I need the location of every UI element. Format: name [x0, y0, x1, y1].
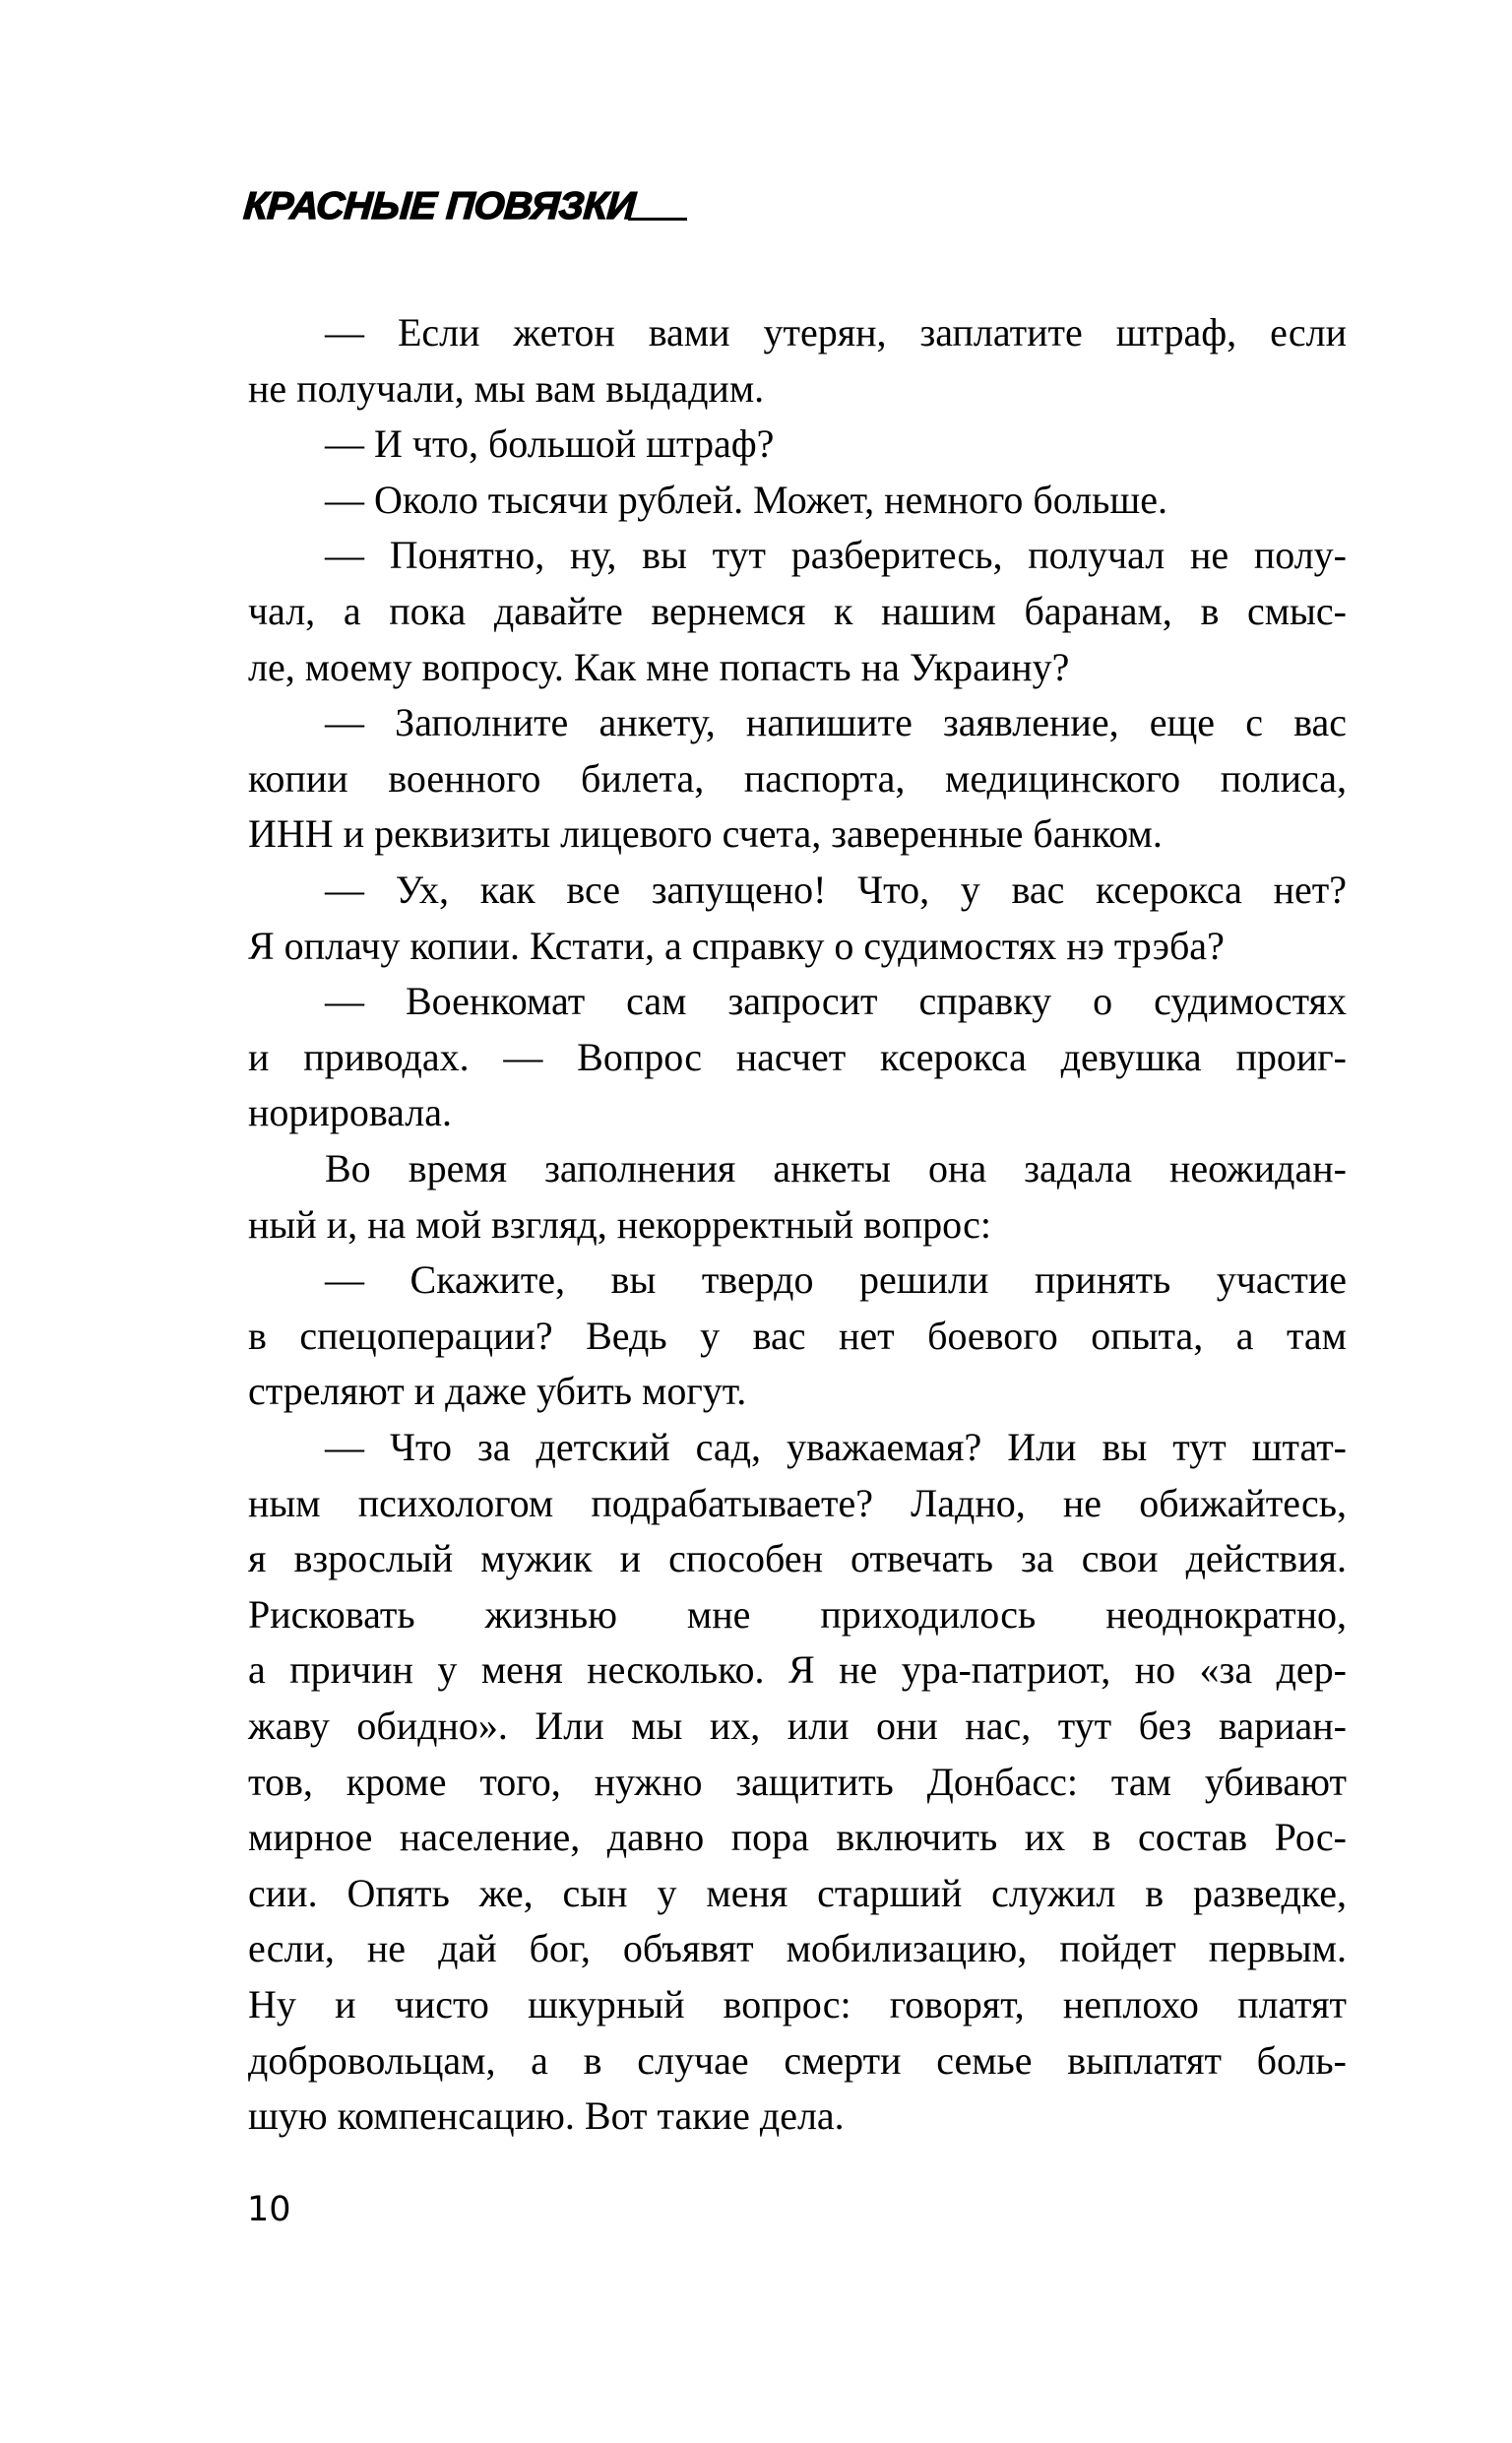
text-line: если, не дай бог, объявят мобилизацию, пойдет первым.	[248, 1926, 1347, 1971]
text-line: стреляют и даже убить могут.	[248, 1369, 747, 1414]
text-line: — Ух, как все запущено! Что, у вас ксерокса нет?	[325, 868, 1347, 912]
text-line: сии. Опять же, сын у меня старший служил в разведке,	[248, 1870, 1347, 1915]
text-line: — Заполните анкету, напишите заявление, еще с вас	[325, 700, 1347, 745]
text-line: жаву обидно». Или мы их, или они нас, тут без вариан-	[248, 1704, 1347, 1748]
running-head	[242, 185, 687, 228]
text-line: ИНН и реквизиты лицевого счета, заверенные банком.	[248, 811, 1163, 857]
text-line: не получали, мы вам выдадим.	[248, 365, 765, 411]
text-line: и приводах. — Вопрос насчет ксерокса девушка проиг-	[248, 1034, 1347, 1079]
text-line: я взрослый мужик и способен отвечать за свои действия.	[248, 1536, 1347, 1581]
page-number: 10	[247, 2190, 291, 2229]
running-head-title: КРАСНЫЕ ПОВЯЗКИ	[242, 185, 637, 227]
text-line: ным психологом подрабатываете? Ладно, не обижайтесь,	[248, 1480, 1347, 1525]
text-line: — Понятно, ну, вы тут разберитесь, получал не полу-	[325, 533, 1347, 578]
text-line: — Военкомат сам запросит справку о судимостях	[325, 979, 1347, 1024]
text-line: — Скажите, вы твердо решили принять участие	[325, 1257, 1347, 1303]
text-line: копии военного билета, паспорта, медицинского полиса,	[248, 755, 1347, 801]
text-line: тов, кроме того, нужно защитить Донбасс: там убивают	[248, 1759, 1347, 1804]
text-line: Я оплачу копии. Кстати, а справку о судимостях нэ трэба?	[248, 923, 1225, 968]
text-line: ный и, на мой взгляд, некорректный вопрос:	[248, 1201, 992, 1247]
text-line: — Около тысячи рублей. Может, немного больше.	[325, 477, 1167, 522]
text-line: чал, а пока давайте вернемся к нашим баранам, в смыс-	[248, 589, 1347, 633]
text-line: в спецоперации? Ведь у вас нет боевого опыта, а там	[248, 1313, 1347, 1358]
text-line: добровольцам, а в случае смерти семье выплатят боль-	[248, 2037, 1347, 2083]
text-line: шую компенсацию. Вот такие дела.	[248, 2093, 845, 2139]
text-line: ле, моему вопросу. Как мне попасть на Украину?	[248, 644, 1070, 689]
text-line: — Если жетон вами утерян, заплатите штраф, если	[325, 310, 1347, 354]
text-line: мирное население, давно пора включить их в состав Рос-	[248, 1815, 1347, 1860]
text-line: — Что за детский сад, уважаемая? Или вы тут штат-	[325, 1425, 1347, 1469]
text-line: — И что, большой штраф?	[325, 421, 775, 467]
text-line: а причин у меня несколько. Я не ура-патриот, но «за дер-	[248, 1647, 1347, 1693]
running-head-rule	[628, 218, 687, 221]
text-line: Рисковать жизнью мне приходилось неоднократно,	[248, 1591, 1347, 1637]
text-line: норировала.	[248, 1090, 452, 1135]
text-line: Ну и чисто шкурный вопрос: говорят, неплохо платят	[248, 1982, 1347, 2026]
text-line: Во время заполнения анкеты она задала неожидан-	[325, 1146, 1347, 1190]
